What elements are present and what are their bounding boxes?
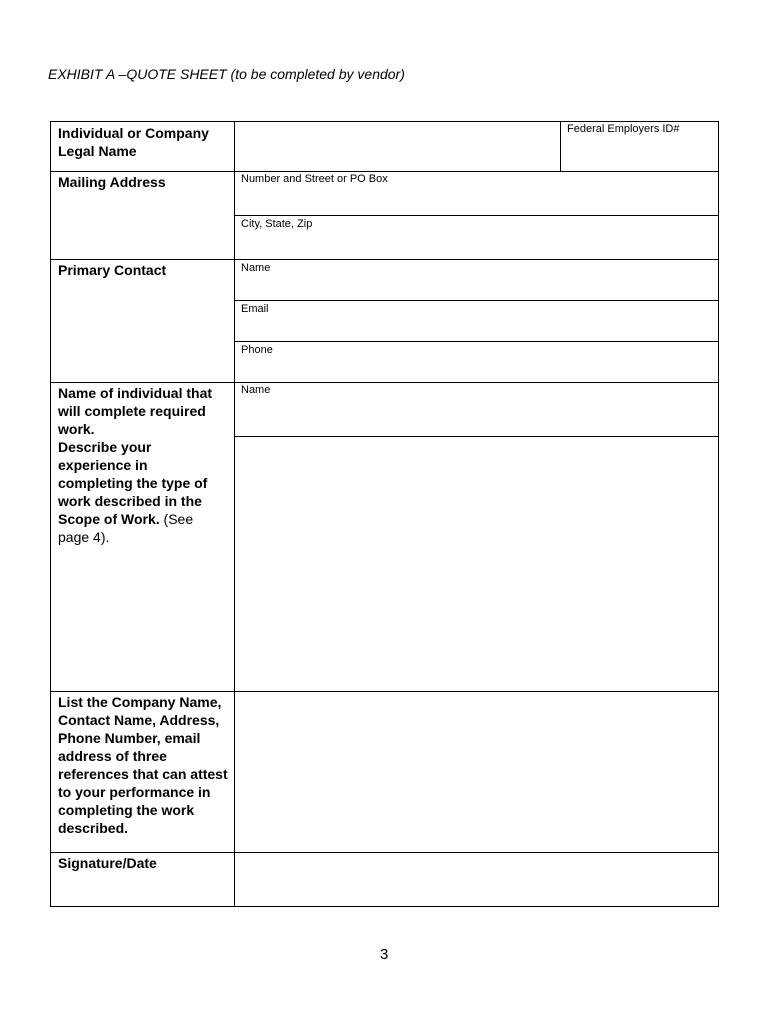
mailing-address-label: Mailing Address (58, 174, 166, 190)
experience-label-bold: Describe your experience in completing the type of work described in the Scope of Work. (58, 439, 208, 527)
row-divider (234, 436, 719, 437)
contact-name-caption: Name (241, 262, 271, 274)
row-divider (50, 171, 719, 172)
fein-caption: Federal Employers ID# (567, 123, 680, 135)
subfield-divider (234, 215, 719, 216)
legal-name-label: Individual or Company Legal Name (58, 125, 209, 159)
page-number: 3 (380, 946, 389, 963)
contact-name-field[interactable] (236, 276, 718, 299)
fein-field[interactable] (562, 136, 718, 170)
row-divider (50, 852, 719, 853)
references-field[interactable] (236, 693, 718, 851)
city-caption: City, State, Zip (241, 218, 313, 230)
row-divider (50, 691, 719, 692)
legal-name-field[interactable] (236, 122, 559, 170)
contact-phone-caption: Phone (241, 344, 273, 356)
experience-field[interactable] (236, 438, 718, 690)
individual-label: Name of individual that will complete required work. (58, 385, 213, 437)
signature-date-field[interactable] (236, 854, 718, 906)
contact-phone-field[interactable] (236, 358, 718, 381)
street-caption: Number and Street or PO Box (241, 173, 388, 185)
primary-contact-label: Primary Contact (58, 262, 167, 278)
city-state-zip-field[interactable] (236, 232, 718, 258)
page-title: EXHIBIT A –QUOTE SHEET (to be completed by vendor) (48, 66, 405, 82)
row-divider (50, 259, 719, 260)
fein-divider (560, 121, 561, 171)
subfield-divider (234, 300, 719, 301)
contact-email-caption: Email (241, 303, 269, 315)
references-label: List the Company Name, Contact Name, Address, Phone Number, email address of three references that can attest to your performance in completing the work described. (58, 694, 228, 836)
row-divider (50, 382, 719, 383)
experience-label (58, 438, 226, 546)
street-field[interactable] (236, 188, 718, 214)
experience-label-note: (See page 4). (58, 511, 194, 545)
signature-label: Signature/Date (58, 855, 157, 871)
individual-name-caption: Name (241, 384, 271, 396)
subfield-divider (234, 341, 719, 342)
individual-name-field[interactable] (236, 398, 718, 435)
label-column-divider (234, 121, 235, 907)
contact-email-field[interactable] (236, 317, 718, 340)
